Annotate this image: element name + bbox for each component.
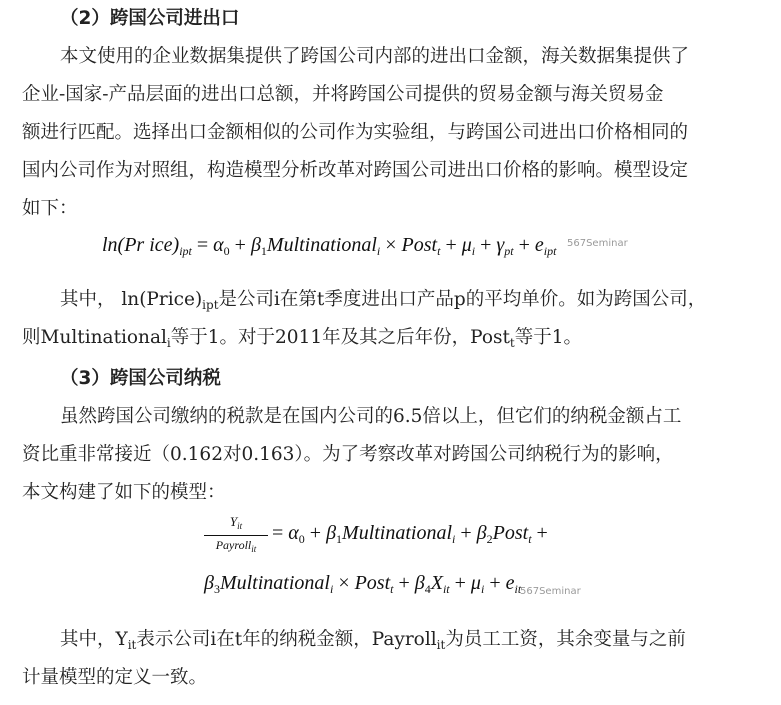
watermark: 567Seminar xyxy=(567,238,628,249)
section3-paragraph-line-3: 本文构建了如下的模型： xyxy=(22,482,226,503)
section2-paragraph-line-4: 国内公司作为对照组，构造模型分析改革对跨国公司进出口价格的影响。模型设定 xyxy=(22,160,689,181)
section2-heading: （2）跨国公司进出口 xyxy=(60,8,240,29)
tax-equation-line-1: = $\alpha_0$ + $\beta_1Multinational_i$ + $\beta_2Post_t$ + xyxy=(272,522,548,546)
tax-equation-line-2: $\beta_3Multinational_i$ × Post$_t$ + $\beta_4X_{it} + \mu_i + e_{it}$ xyxy=(204,572,522,596)
section2-paragraph-line-1: 本文使用的企业数据集提供了跨国公司内部的进出口金额，海关数据集提供了 xyxy=(60,46,690,67)
section3-paragraph-line-2: 资比重非常接近（0.162对0.163）。为了考察改革对跨国公司纳税行为的影响， xyxy=(22,444,674,465)
price-equation: ln(Pr $ice)_{ipt} = \alpha_0$ + $\beta_1Multinational_i$ × Post$_t$ + $\mu_i + \gamma_{pt} + e_{ipt}$ xyxy=(102,234,557,258)
section2-paragraph-line-3: 额进行匹配。选择出口金额相似的公司作为实验组，与跨国公司进出口价格相同的 xyxy=(22,122,689,143)
section3-variable-definition-line-2: 计量模型的定义一致。 xyxy=(22,667,208,688)
section2-variable-definition-line-2: 则Multinational$_i$等于1。对于2011年及其之后年份，Post$_t$等于1。 xyxy=(22,327,582,350)
section2-paragraph-line-2: 企业-国家-产品层面的进出口总额，并将跨国公司提供的贸易金额与海关贸易金 xyxy=(22,84,664,105)
tax-equation-fraction: $Y_{it}$ Payroll$_{it}$ xyxy=(204,514,268,557)
section2-paragraph-line-5: 如下： xyxy=(22,198,78,219)
section3-heading: （3）跨国公司纳税 xyxy=(60,368,221,389)
watermark: 567Seminar xyxy=(520,586,581,597)
section3-paragraph-line-1: 虽然跨国公司缴纳的税款是在国内公司的6.5倍以上，但它们的纳税金额占工 xyxy=(60,406,682,427)
section3-variable-definition-line-1: 其中，$Y_{it}$表示公司i在t年的纳税金额，Payroll$_{it}$为员工工资，其余变量与之前 xyxy=(60,629,686,652)
section2-variable-definition-line-1: 其中， $\ln(Price)_{ipt}$是公司i在第t季度进出口产品p的平均单价。如为跨国公司， xyxy=(60,289,707,312)
